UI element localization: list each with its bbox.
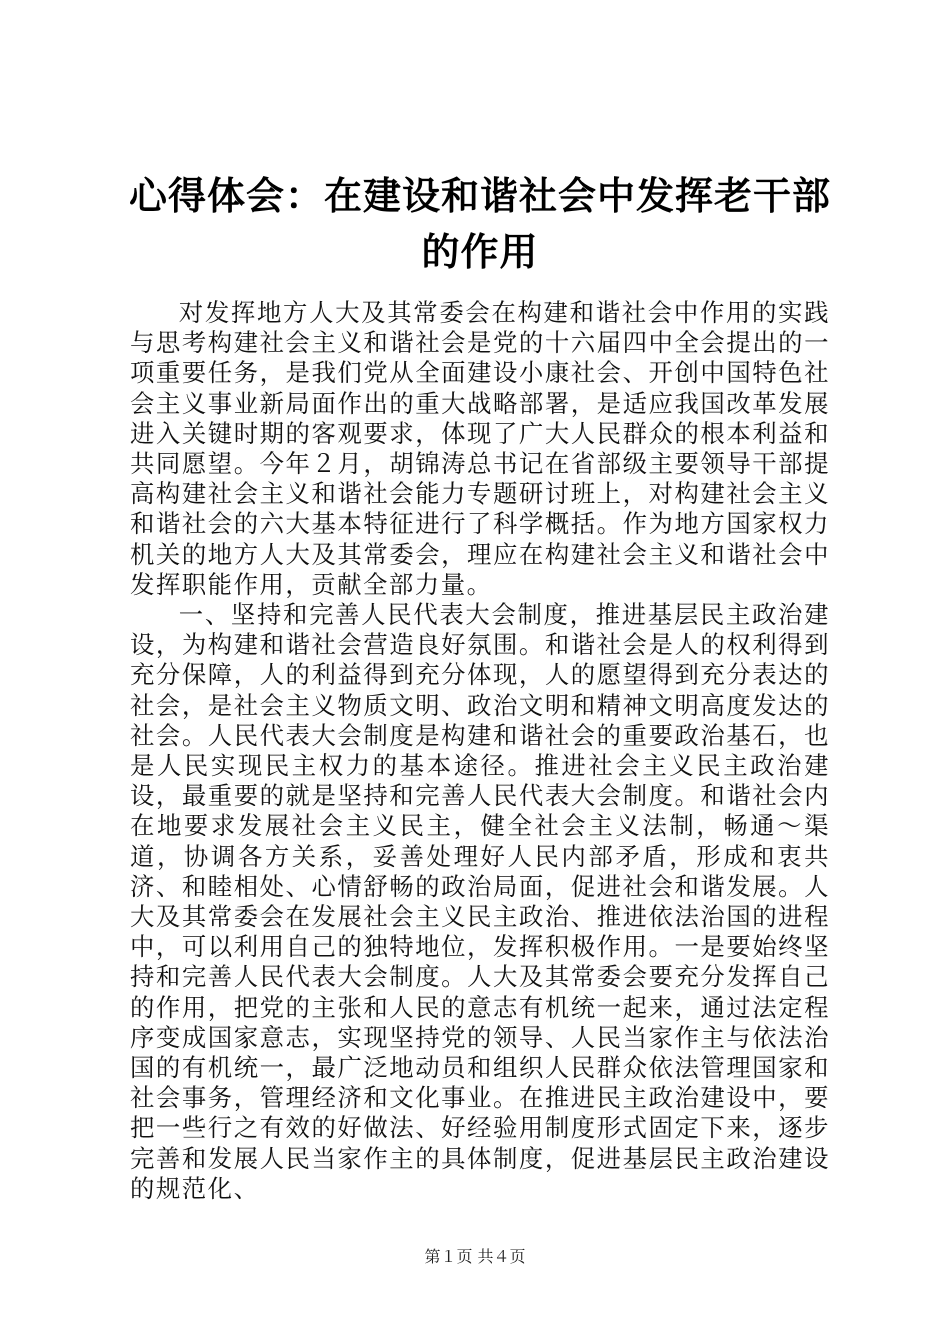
paragraph-section-one: 一、坚持和完善人民代表大会制度，推进基层民主政治建设，为构建和谐社会营造良好氛围。和谐社会是人的权利得到充分保障，人的利益得到充分体现，人的愿望得到充分表达的社会，是社会主义物质文明、政治文明和精神文明高度发达的社会。人民代表大会制度是构建和谐社会的重要政治基石，也是人民实现民主权力的基本途径。推进社会主义民主政治建设，最重要的就是坚持和完善人民代表大会制度。和谐社会内在地要求发展社会主义民主，健全社会主义法制，畅通～渠道，协调各方关系，妥善处理好人民内部矛盾，形成和衷共济、和睦相处、心情舒畅的政治局面，促进社会和谐发展。人大及其常委会在发展社会主义民主政治、推进依法治国的进程中，可以利用自己的独特地位，发挥积极作用。一是要始终坚持和完善人民代表大会制度。人大及其常委会要充分发挥自己的作用，把党的主张和人民的意志有机统一起来，通过法定程序变成国家意志，实现坚持党的领导、人民当家作主与依法治国的有机统一，最广泛地动员和组织人民群众依法管理国家和社会事务，管理经济和文化事业。在推进民主政治建设中，要把一些行之有效的好做法、好经验用制度形式固定下来，逐步完善和发展人民当家作主的具体制度，促进基层民主政治建设的规范化、 xyxy=(130,600,830,1203)
page-number-footer: 第１页 共４页 xyxy=(424,1247,526,1266)
document-body xyxy=(130,298,830,1204)
document-title: 心得体会：在建设和谐社会中发挥老干部的作用 xyxy=(128,173,831,274)
paragraph-intro: 对发挥地方人大及其常委会在构建和谐社会中作用的实践与思考构建社会主义和谐社会是党的十六届四中全会提出的一项重要任务，是我们党从全面建设小康社会、开创中国特色社会主义事业新局面作出的重大战略部署，是适应我国改革发展进入关键时期的客观要求，体现了广大人民群众的根本利益和共同愿望。今年２月，胡锦涛总书记在省部级主要领导干部提高构建社会主义和谐社会能力专题研讨班上，对构建社会主义和谐社会的六大基本特征进行了科学概括。作为地方国家权力机关的地方人大及其常委会，理应在构建社会主义和谐社会中发挥职能作用，贡献全部力量。 xyxy=(130,298,830,599)
